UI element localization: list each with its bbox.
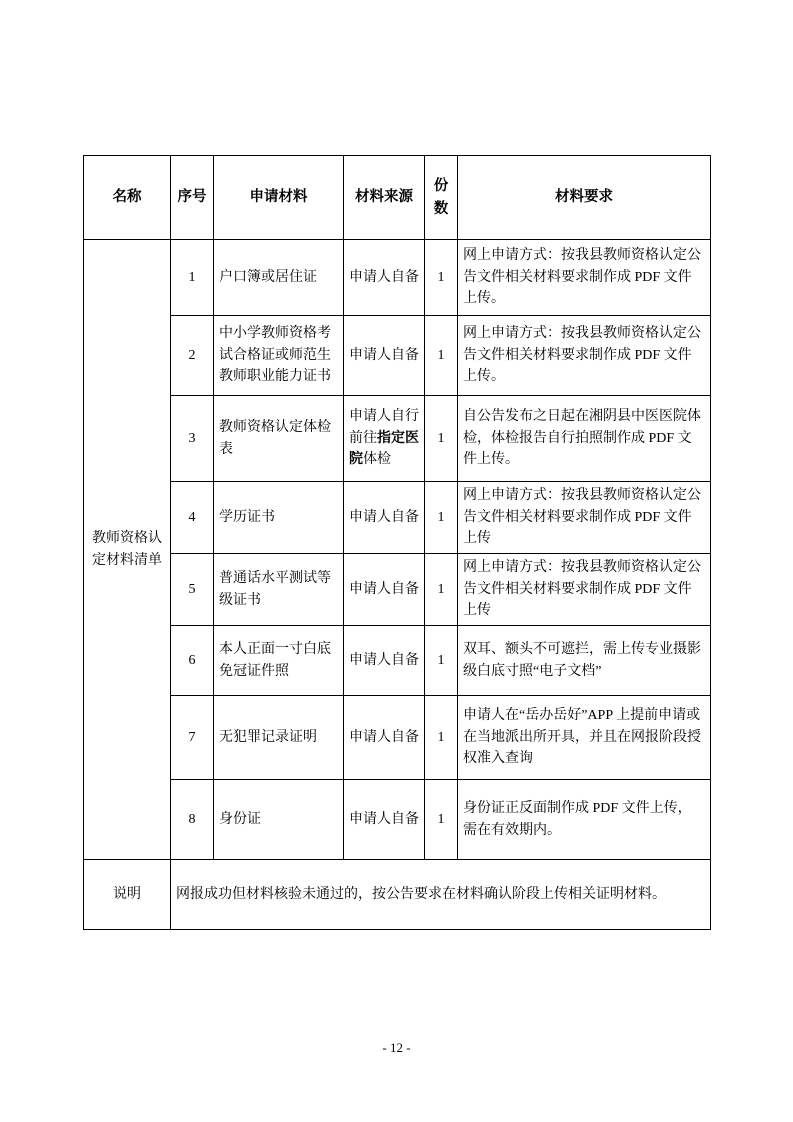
note-row — [84, 860, 711, 930]
seq-cell: 7 — [171, 696, 214, 780]
source-cell: 申请人自备 — [344, 780, 425, 860]
requirement-cell: 身份证正反面制作成 PDF 文件上传，需在有效期内。 — [458, 780, 711, 860]
source-text-bold: 指定医院 — [349, 430, 419, 468]
material-cell: 户口簿或居住证 — [214, 240, 344, 316]
material-cell: 无犯罪记录证明 — [214, 696, 344, 780]
table-row — [84, 696, 711, 780]
source-cell: 申请人自备 — [344, 626, 425, 696]
header-seq: 序号 — [171, 156, 214, 240]
copies-cell: 1 — [425, 396, 458, 482]
note-label-cell: 说明 — [84, 860, 171, 930]
material-cell: 教师资格认定体检表 — [214, 396, 344, 482]
requirement-cell: 双耳、额头不可遮拦，需上传专业摄影级白底寸照“电子文档” — [458, 626, 711, 696]
copies-cell: 1 — [425, 240, 458, 316]
page-number: - 12 - — [382, 1040, 411, 1055]
requirement-cell: 网上申请方式：按我县教师资格认定公告文件相关材料要求制作成 PDF 文件上传 — [458, 482, 711, 554]
copies-cell: 1 — [425, 316, 458, 396]
copies-cell: 1 — [425, 554, 458, 626]
requirement-cell: 网上申请方式：按我县教师资格认定公告文件相关材料要求制作成 PDF 文件上传。 — [458, 240, 711, 316]
table-row — [84, 626, 711, 696]
seq-cell: 5 — [171, 554, 214, 626]
material-cell: 身份证 — [214, 780, 344, 860]
seq-cell: 2 — [171, 316, 214, 396]
source-cell: 申请人自备 — [344, 482, 425, 554]
source-text: 申请人自行前往 — [349, 408, 419, 446]
requirement-cell: 申请人在“岳办岳好”APP 上提前申请或在当地派出所开具，并且在网报阶段授权准入查询 — [458, 696, 711, 780]
header-source: 材料来源 — [344, 156, 425, 240]
seq-cell: 3 — [171, 396, 214, 482]
header-material: 申请材料 — [214, 156, 344, 240]
table-row — [84, 316, 711, 396]
material-cell: 本人正面一寸白底免冠证件照 — [214, 626, 344, 696]
requirement-cell: 网上申请方式：按我县教师资格认定公告文件相关材料要求制作成 PDF 文件上传。 — [458, 316, 711, 396]
source-text: 体检 — [363, 452, 391, 468]
seq-cell: 6 — [171, 626, 214, 696]
table-row — [84, 240, 711, 316]
source-cell: 申请人自备 — [344, 696, 425, 780]
seq-cell: 1 — [171, 240, 214, 316]
table-row — [84, 482, 711, 554]
table-header-row — [84, 156, 711, 240]
material-cell: 普通话水平测试等级证书 — [214, 554, 344, 626]
source-cell: 申请人自备 — [344, 240, 425, 316]
source-cell: 申请人自备 — [344, 316, 425, 396]
material-cell: 学历证书 — [214, 482, 344, 554]
copies-cell: 1 — [425, 482, 458, 554]
table-row — [84, 780, 711, 860]
copies-cell: 1 — [425, 780, 458, 860]
header-copies: 份数 — [425, 156, 458, 240]
note-text-cell: 网报成功但材料核验未通过的，按公告要求在材料确认阶段上传相关证明材料。 — [171, 860, 711, 930]
source-cell: 申请人自备 — [344, 554, 425, 626]
material-cell: 中小学教师资格考试合格证或师范生教师职业能力证书 — [214, 316, 344, 396]
copies-cell: 1 — [425, 696, 458, 780]
materials-table — [83, 155, 711, 930]
table-row — [84, 554, 711, 626]
group-label-cell: 教师资格认定材料清单 — [84, 240, 171, 860]
header-name: 名称 — [84, 156, 171, 240]
requirement-cell: 网上申请方式：按我县教师资格认定公告文件相关材料要求制作成 PDF 文件上传 — [458, 554, 711, 626]
header-requirement: 材料要求 — [458, 156, 711, 240]
source-cell — [344, 396, 425, 482]
table-row — [84, 396, 711, 482]
requirement-cell: 自公告发布之日起在湘阴县中医医院体检，体检报告自行拍照制作成 PDF 文件上传。 — [458, 396, 711, 482]
seq-cell: 4 — [171, 482, 214, 554]
seq-cell: 8 — [171, 780, 214, 860]
copies-cell: 1 — [425, 626, 458, 696]
